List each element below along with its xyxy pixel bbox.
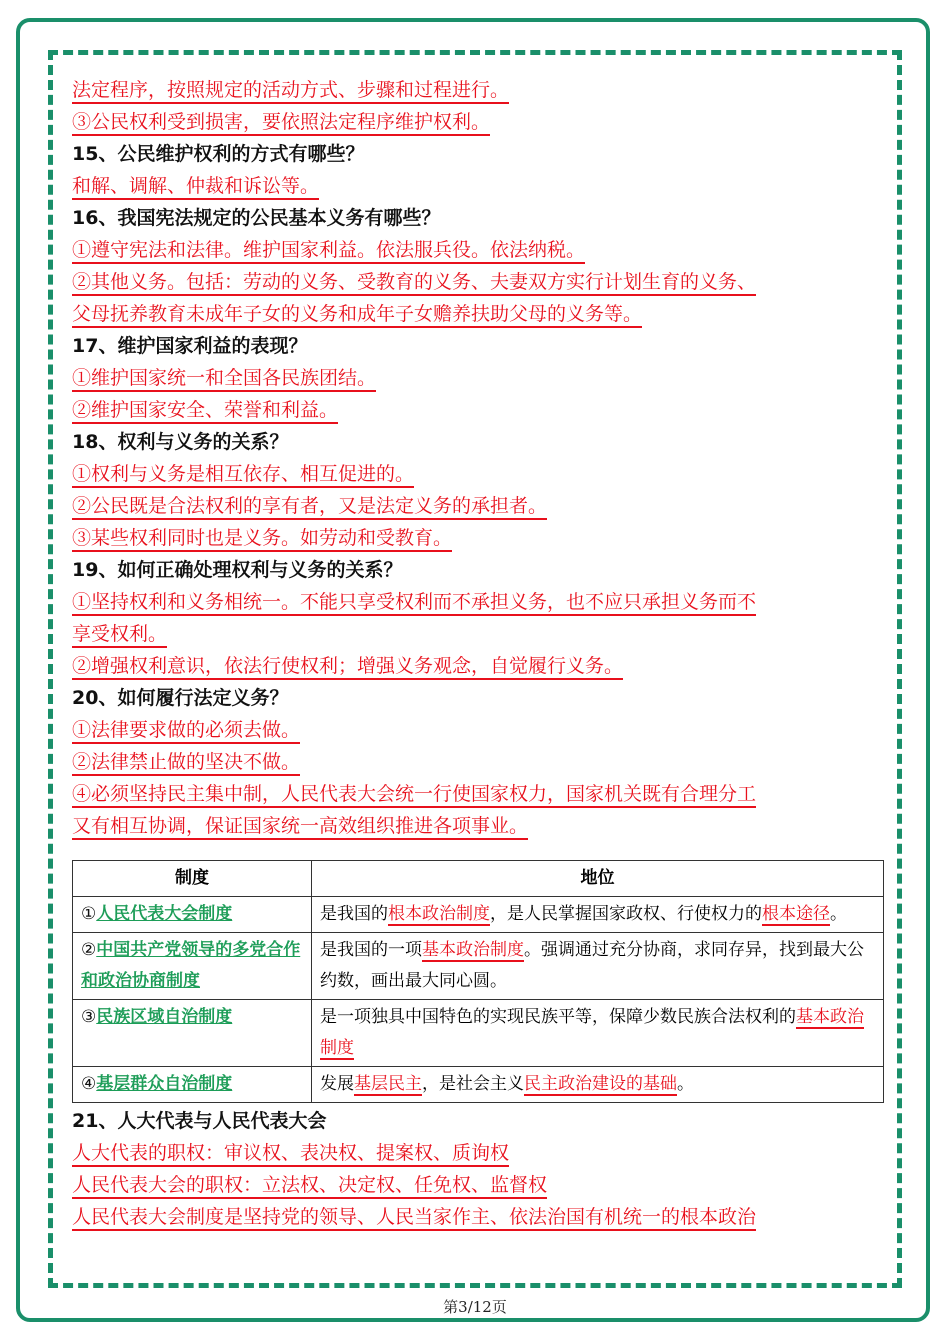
answer-line: [72, 298, 890, 330]
answer-text: 法定程序，按照规定的活动方式、步骤和过程进行。: [72, 79, 509, 104]
status-text: 。: [677, 1074, 694, 1094]
answer-text: ③公民权利受到损害，要依照法定程序维护权利。: [72, 111, 490, 136]
question-line: [72, 1105, 890, 1137]
answer-line: [72, 170, 890, 202]
answer-text: ②公民既是合法权利的享有者，又是法定义务的承担者。: [72, 495, 547, 520]
answer-line: [72, 234, 890, 266]
question-text: 16、我国宪法规定的公民基本义务有哪些？: [72, 207, 441, 229]
page-number: 第3/12页: [443, 1298, 507, 1316]
answer-line: [72, 618, 890, 650]
key-term: 基层民主: [354, 1074, 422, 1094]
answer-line: [72, 1201, 890, 1233]
question-text: 18、权利与义务的关系？: [72, 431, 289, 453]
status-text: 。强调通过充分协商，求同存异，找到最大公约数，画出最大同心圆。: [320, 940, 864, 991]
question-line: [72, 426, 890, 458]
answer-text: ②其他义务。包括：劳动的义务、受教育的义务、夫妻双方实行计划生育的义务、: [72, 271, 756, 296]
answer-line: [72, 746, 890, 778]
answer-text: ①权利与义务是相互依存、相互促进的。: [72, 463, 414, 488]
system-cell: [73, 1000, 312, 1067]
question-text: 19、如何正确处理权利与义务的关系？: [72, 559, 403, 581]
row-number: ③: [81, 1007, 97, 1027]
answer-text: ②法律禁止做的坚决不做。: [72, 751, 300, 776]
answer-line: [72, 394, 890, 426]
answer-line: [72, 650, 890, 682]
answer-text: ①坚持权利和义务相统一。不能只享受权利而不承担义务，也不应只承担义务而不: [72, 591, 756, 616]
table-row: [73, 897, 884, 933]
page-content: [72, 74, 890, 1233]
table-header-system: 制度: [73, 861, 312, 897]
answer-text: 父母抚养教育未成年子女的义务和成年子女赡养扶助父母的义务等。: [72, 303, 642, 328]
answer-line: [72, 362, 890, 394]
question-line: [72, 138, 890, 170]
qa-section-after: [72, 1105, 890, 1233]
answer-line: [72, 522, 890, 554]
status-text: 。: [830, 904, 847, 924]
question-text: 21、人大代表与人民代表大会: [72, 1110, 327, 1132]
status-text: 是我国的一项: [320, 940, 422, 960]
key-term: 根本途径: [762, 904, 830, 924]
row-number: ②: [81, 940, 97, 960]
answer-line: [72, 586, 890, 618]
answer-line: [72, 458, 890, 490]
question-text: 15、公民维护权利的方式有哪些？: [72, 143, 365, 165]
table-row: [73, 933, 884, 1000]
system-cell: [73, 897, 312, 933]
row-number: ①: [81, 904, 97, 924]
question-line: [72, 682, 890, 714]
key-term: 民主政治建设的基础: [524, 1074, 677, 1094]
status-text: 发展: [320, 1074, 354, 1094]
status-cell: [312, 1000, 884, 1067]
question-line: [72, 554, 890, 586]
answer-text: 人民代表大会制度是坚持党的领导、人民当家作主、依法治国有机统一的根本政治: [72, 1206, 756, 1231]
status-cell: [312, 933, 884, 1000]
answer-line: [72, 1137, 890, 1169]
table-header-status: 地位: [312, 861, 884, 897]
qa-section: [72, 74, 890, 842]
answer-text: 和解、调解、仲裁和诉讼等。: [72, 175, 319, 200]
answer-text: ②维护国家安全、荣誉和利益。: [72, 399, 338, 424]
table-row: [73, 1067, 884, 1103]
system-cell: [73, 1067, 312, 1103]
system-name: 中国共产党领导的多党合作和政治协商制度: [81, 940, 301, 991]
status-text: 是一项独具中国特色的实现民族平等，保障少数民族合法权利的: [320, 1007, 796, 1027]
answer-text: ④必须坚持民主集中制，人民代表大会统一行使国家权力，国家机关既有合理分工: [72, 783, 756, 808]
answer-text: ③某些权利同时也是义务。如劳动和受教育。: [72, 527, 452, 552]
status-cell: [312, 1067, 884, 1103]
row-number: ④: [81, 1074, 97, 1094]
status-text: ，是人民掌握国家政权、行使权力的: [490, 904, 762, 924]
answer-text: ②增强权利意识，依法行使权利；增强义务观念，自觉履行义务。: [72, 655, 623, 680]
answer-line: [72, 714, 890, 746]
answer-text: 人大代表的职权：审议权、表决权、提案权、质询权: [72, 1142, 509, 1167]
question-line: [72, 330, 890, 362]
answer-line: [72, 74, 890, 106]
system-name: 基层群众自治制度: [96, 1074, 233, 1094]
answer-text: 人民代表大会的职权：立法权、决定权、任免权、监督权: [72, 1174, 547, 1199]
question-line: [72, 202, 890, 234]
system-name: 人民代表大会制度: [96, 904, 233, 924]
answer-line: [72, 490, 890, 522]
key-term: 基本政治制度: [320, 1007, 864, 1058]
answer-line: [72, 266, 890, 298]
answer-line: [72, 810, 890, 842]
question-text: 20、如何履行法定义务？: [72, 687, 289, 709]
answer-line: [72, 778, 890, 810]
table-row: [73, 1000, 884, 1067]
question-text: 17、维护国家利益的表现？: [72, 335, 308, 357]
political-system-table: [72, 860, 884, 1103]
answer-text: 享受权利。: [72, 623, 167, 648]
key-term: 基本政治制度: [422, 940, 524, 960]
system-cell: [73, 933, 312, 1000]
status-text: 是我国的: [320, 904, 388, 924]
answer-text: ①维护国家统一和全国各民族团结。: [72, 367, 376, 392]
key-term: 根本政治制度: [388, 904, 490, 924]
system-name: 民族区域自治制度: [96, 1007, 233, 1027]
answer-line: [72, 1169, 890, 1201]
answer-text: ①法律要求做的必须去做。: [72, 719, 300, 744]
answer-text: ①遵守宪法和法律。维护国家利益。依法服兵役。依法纳税。: [72, 239, 585, 264]
status-text: ，是社会主义: [422, 1074, 524, 1094]
status-cell: [312, 897, 884, 933]
answer-text: 又有相互协调，保证国家统一高效组织推进各项事业。: [72, 815, 528, 840]
answer-line: [72, 106, 890, 138]
